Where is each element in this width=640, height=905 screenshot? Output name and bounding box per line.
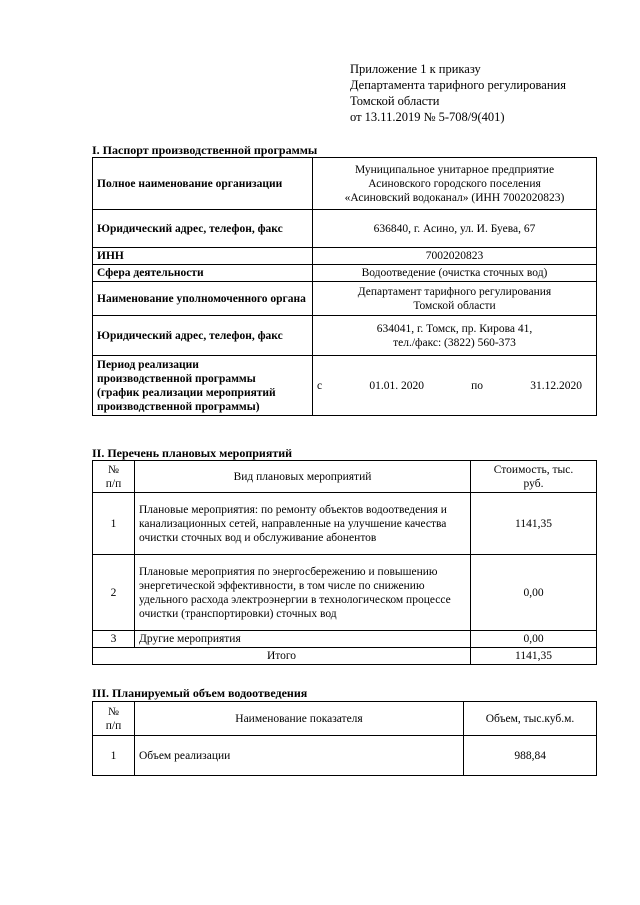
table-header-row [93,702,597,736]
row-cost: 0,00 [471,631,597,648]
table-row [93,736,597,776]
row-name: Другие мероприятия [135,631,471,648]
period-to-word: по [471,379,484,392]
activities-table [92,460,597,665]
value-line: «Асиновский водоканал» (ИНН 7002020823) [344,191,565,204]
row-label: Юридический адрес, телефон, факс [93,316,313,356]
appendix-line-4: от 13.11.2019 № 5-708/9(401) [350,110,505,124]
row-num: 3 [93,631,135,648]
row-num: 1 [93,493,135,555]
header-value: Объем, тыс.куб.м. [464,702,597,736]
header-line: № [108,705,119,718]
table-row [93,631,597,648]
header-name: Наименование показателя [135,702,464,736]
header-line: № [108,463,119,476]
table-row [93,356,597,416]
row-value: Водоотведение (очистка сточных вод) [313,265,597,282]
appendix-line-2: Департамента тарифного регулирования [350,78,566,92]
section-1-title: I. Паспорт производственной программы [92,143,318,157]
label-line: Период реализации [97,358,199,371]
row-label: Сфера деятельности [93,265,313,282]
appendix-line-3: Томской области [350,94,440,108]
passport-table [92,157,597,416]
period-label [93,356,313,416]
row-cost: 1141,35 [471,493,597,555]
table-row [93,248,597,265]
volume-table [92,701,597,776]
row-label: Полное наименование организации [93,158,313,210]
row-value [313,158,597,210]
period-value [313,356,597,416]
row-label: Юридический адрес, телефон, факс [93,210,313,248]
row-num: 2 [93,555,135,631]
period-from-word: с [317,379,323,392]
table-row [93,265,597,282]
section-3-title: III. Планируемый объем водоотведения [92,686,308,700]
header-line: п/п [105,719,122,732]
row-name: Плановые мероприятия по энергосбережению и повышению энергетической эффективности, в том числе по снижению удельного расхода электроэнергии в технологическом процессе очистки (транспортировки) сточных вод [135,555,471,631]
row-num: 1 [93,736,135,776]
row-label: ИНН [93,248,313,265]
row-name: Объем реализации [135,736,464,776]
label-line: (график реализации мероприятий [97,386,276,399]
label-line: производственной программы [97,372,256,385]
table-row [93,282,597,316]
value-line: Муниципальное унитарное предприятие [354,163,555,176]
row-value [313,316,597,356]
value-line: Томской области [413,299,496,312]
header-line: руб. [523,477,544,490]
table-row [93,316,597,356]
table-total-row [93,648,597,665]
value-line: Департамент тарифного регулирования [357,285,552,298]
table-header-row [93,461,597,493]
row-name: Плановые мероприятия: по ремонту объектов водоотведения и канализационных сетей, направленные на улучшение качества очистки сточных вод и обслуживание абонентов [135,493,471,555]
table-row [93,555,597,631]
row-value [313,282,597,316]
row-value: 7002020823 [313,248,597,265]
total-cost: 1141,35 [471,648,597,665]
table-row [93,493,597,555]
header-line: Стоимость, тыс. [493,463,574,476]
row-value: 636840, г. Асино, ул. И. Буева, 67 [313,210,597,248]
period-to-date: 31.12.2020 [530,379,582,392]
appendix-header [350,61,566,125]
label-line: производственной программы) [97,400,260,413]
row-label: Наименование уполномоченного органа [93,282,313,316]
value-line: тел./факс: (3822) 560-373 [393,336,516,349]
row-cost: 0,00 [471,555,597,631]
header-name: Вид плановых мероприятий [135,461,471,493]
period-from-date: 01.01. 2020 [369,379,424,392]
header-cost [471,461,597,493]
value-line: Асиновского городского поселения [368,177,541,190]
total-label: Итого [93,648,471,665]
appendix-line-1: Приложение 1 к приказу [350,62,481,76]
header-num [93,461,135,493]
header-num [93,702,135,736]
header-line: п/п [105,477,122,490]
section-2-title: II. Перечень плановых мероприятий [92,446,293,460]
table-row [93,210,597,248]
row-value: 988,84 [464,736,597,776]
table-row [93,158,597,210]
value-line: 634041, г. Томск, пр. Кирова 41, [376,322,533,335]
